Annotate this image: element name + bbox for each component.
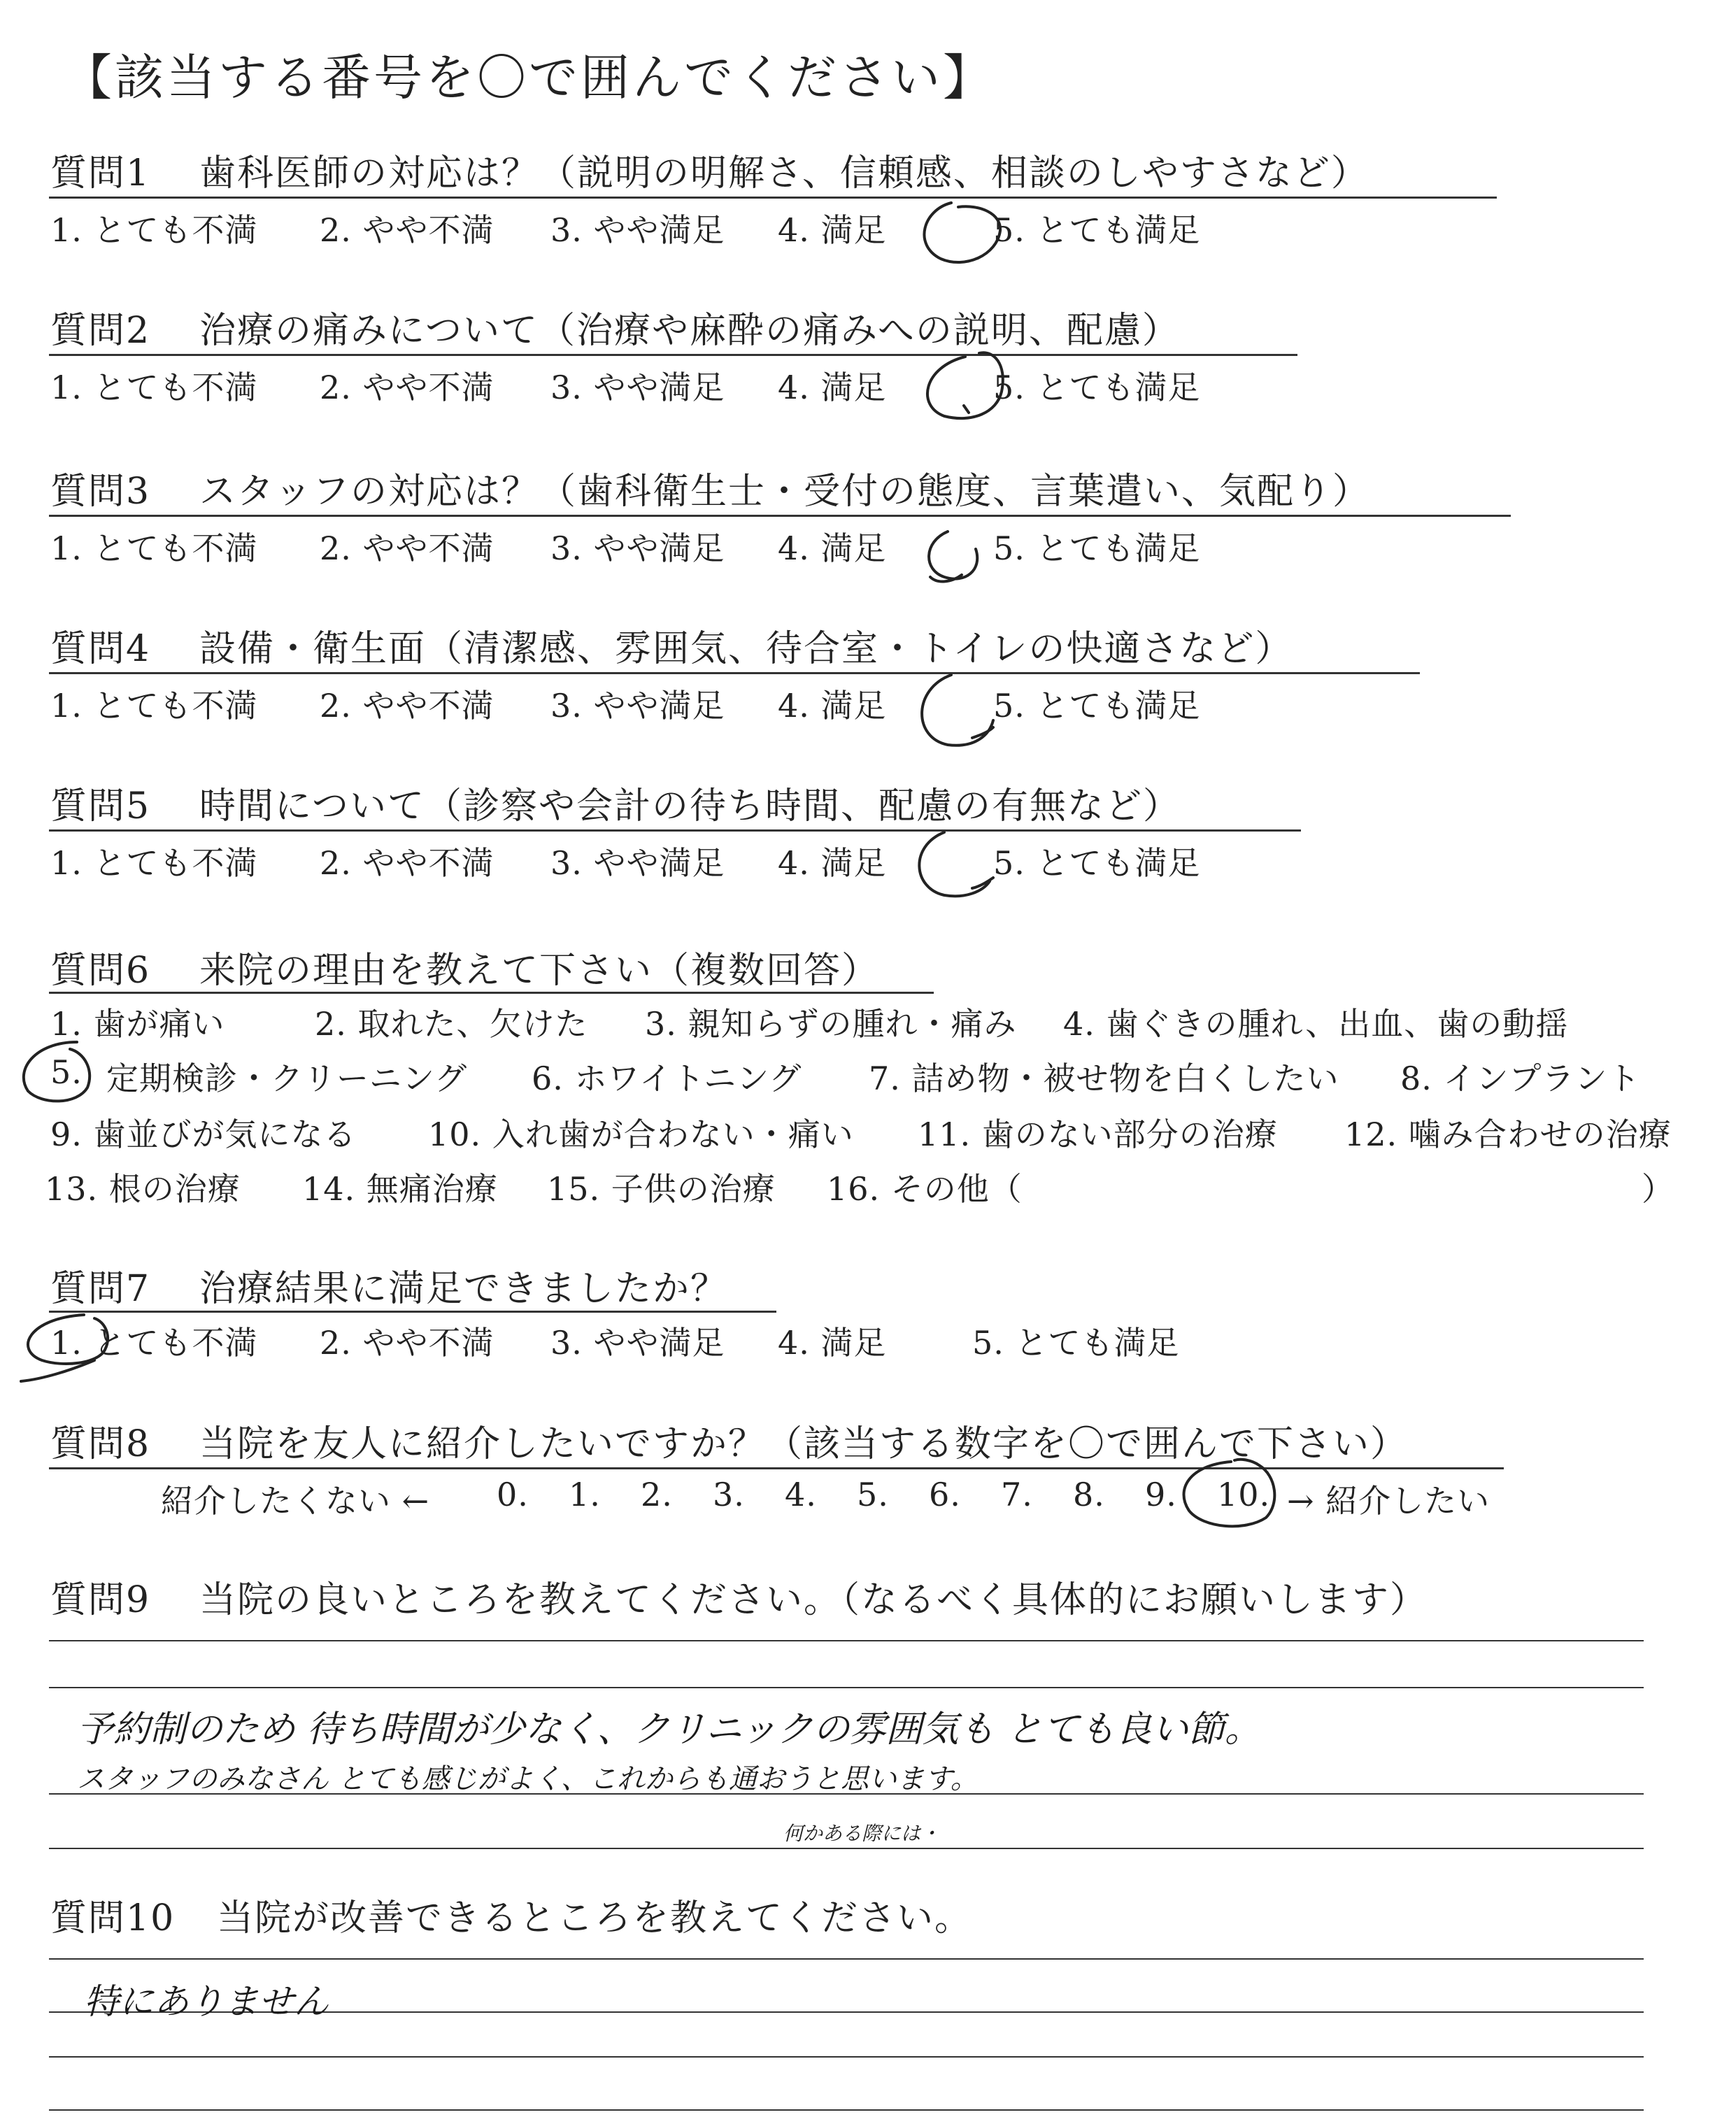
q3-selection-circle <box>929 532 977 581</box>
q10-answer-line <box>49 2109 1644 2111</box>
q6-option-6[interactable]: 6. ホワイトニング <box>532 1060 802 1097</box>
q6-option-13[interactable]: 13. 根の治療 <box>45 1170 241 1208</box>
q1-option-1[interactable]: 1. とても不満 <box>50 211 258 249</box>
q2-option-3[interactable]: 3. やや満足 <box>550 369 725 406</box>
q6-text: 来院の理由を教えて下さい（複数回答） <box>199 950 880 992</box>
q8-scale-9[interactable]: 9. <box>1145 1476 1177 1513</box>
q6-option-5[interactable]: 定期検診・クリーニング <box>106 1060 468 1097</box>
q9-label: 質問9 <box>50 1579 151 1621</box>
q7-underline <box>49 1311 776 1313</box>
q7-option-2[interactable]: 2. やや不満 <box>320 1324 495 1362</box>
q4-option-1[interactable]: 1. とても不満 <box>50 687 258 725</box>
q6-option-16[interactable]: 16. その他（ <box>827 1170 1023 1208</box>
q8-scale-0[interactable]: 0. <box>497 1476 529 1513</box>
q9-answer-insert: 何かある際には・ <box>783 1822 941 1845</box>
q7-text: 治療結果に満足できましたか？ <box>199 1268 729 1310</box>
q2-label: 質問2 <box>50 310 151 352</box>
q8-text: 当院を友人に紹介したいですか？（該当する数字を〇で囲んで下さい） <box>199 1423 1409 1465</box>
q7-option-5[interactable]: 5. とても満足 <box>972 1324 1180 1362</box>
q8-label: 質問8 <box>50 1423 151 1465</box>
q7-option-1[interactable]: 1. とても不満 <box>50 1324 258 1362</box>
q2-selection-circle <box>927 352 1003 418</box>
q2-option-1[interactable]: 1. とても不満 <box>50 369 258 406</box>
q8-underline <box>49 1467 1504 1469</box>
q6-option-4[interactable]: 4. 歯ぐきの腫れ、出血、歯の動揺 <box>1063 1005 1569 1043</box>
q6-option-14[interactable]: 14. 無痛治療 <box>302 1170 498 1208</box>
q2-option-4[interactable]: 4. 満足 <box>778 369 887 406</box>
q8-scale-2[interactable]: 2. <box>641 1476 673 1513</box>
q10-label: 質問10 <box>50 1897 176 1939</box>
q2-text: 治療の痛みについて（治療や麻酔の痛みへの説明、配慮） <box>199 310 1180 352</box>
q8-scale-10[interactable]: 10. <box>1217 1476 1271 1513</box>
q5-option-2[interactable]: 2. やや不満 <box>320 844 495 882</box>
q1-option-3[interactable]: 3. やや満足 <box>550 211 725 249</box>
q3-option-3[interactable]: 3. やや満足 <box>550 529 725 567</box>
q3-text: スタッフの対応は？（歯科衛生士・受付の態度、言葉遣い、気配り） <box>199 471 1371 513</box>
q9-answer-line <box>49 1848 1644 1849</box>
q8-scale-7[interactable]: 7. <box>1001 1476 1033 1513</box>
q3-label: 質問3 <box>50 471 151 513</box>
q8-left-label: 紹介したくない ← <box>161 1482 430 1520</box>
q4-option-5[interactable]: 5. とても満足 <box>993 687 1201 725</box>
q6-label: 質問6 <box>50 950 151 992</box>
q10-answer[interactable]: 特にありません <box>84 1981 329 2022</box>
q2-option-5[interactable]: 5. とても満足 <box>993 369 1201 406</box>
q8-scale-3[interactable]: 3. <box>713 1476 745 1513</box>
q6-option-16-close: ） <box>1642 1170 1674 1208</box>
form-header: 【該当する番号を〇で囲んでください】 <box>63 49 995 106</box>
q8-scale-5[interactable]: 5. <box>857 1476 889 1513</box>
q5-text: 時間について（診察や会計の待ち時間、配慮の有無など） <box>199 785 1181 827</box>
q7-option-4[interactable]: 4. 満足 <box>778 1324 887 1362</box>
q5-underline <box>49 829 1301 832</box>
q10-text: 当院が改善できるところを教えてください。 <box>217 1897 973 1939</box>
q3-option-1[interactable]: 1. とても不満 <box>50 529 258 567</box>
q6-option-12[interactable]: 12. 噛み合わせの治療 <box>1344 1115 1672 1153</box>
q6-option-11[interactable]: 11. 歯のない部分の治療 <box>918 1115 1278 1153</box>
q5-option-1[interactable]: 1. とても不満 <box>50 844 258 882</box>
q4-text: 設備・衛生面（清潔感、雰囲気、待合室・トイレの快適さなど） <box>199 628 1293 670</box>
q1-option-5[interactable]: 5. とても満足 <box>993 211 1201 249</box>
q4-option-3[interactable]: 3. やや満足 <box>550 687 725 725</box>
q6-option-8[interactable]: 8. インプラント <box>1400 1060 1641 1097</box>
q3-option-5[interactable]: 5. とても満足 <box>993 529 1201 567</box>
q3-underline <box>49 515 1511 517</box>
q4-option-4[interactable]: 4. 満足 <box>778 687 887 725</box>
q9-answer-line <box>49 1687 1644 1688</box>
q8-right-label: → 紹介したい <box>1287 1482 1490 1520</box>
q1-option-4[interactable]: 4. 満足 <box>778 211 887 249</box>
q9-answer-line <box>49 1640 1644 1641</box>
q3-option-4[interactable]: 4. 満足 <box>778 529 887 567</box>
q6-option-9[interactable]: 9. 歯並びが気になる <box>50 1115 357 1153</box>
q6-option-15[interactable]: 15. 子供の治療 <box>547 1170 776 1208</box>
q1-selection-circle <box>924 203 1000 262</box>
q3-option-2[interactable]: 2. やや不満 <box>320 529 495 567</box>
q2-tick <box>964 406 969 413</box>
q1-option-2[interactable]: 2. やや不満 <box>320 211 495 249</box>
q5-label: 質問5 <box>50 785 151 827</box>
q6-underline <box>49 992 934 994</box>
q10-answer-line <box>49 2056 1644 2058</box>
q2-option-2[interactable]: 2. やや不満 <box>320 369 495 406</box>
q4-option-2[interactable]: 2. やや不満 <box>320 687 495 725</box>
q7-option-3[interactable]: 3. やや満足 <box>550 1324 725 1362</box>
q4-selection-circle <box>922 675 993 746</box>
q5-option-4[interactable]: 4. 満足 <box>778 844 887 882</box>
q8-scale-8[interactable]: 8. <box>1073 1476 1105 1513</box>
q5-selection-circle <box>919 832 993 896</box>
q8-scale-4[interactable]: 4. <box>785 1476 817 1513</box>
q4-label: 質問4 <box>50 628 151 670</box>
q6-option-3[interactable]: 3. 親知らずの腫れ・痛み <box>645 1005 1017 1043</box>
q9-answer-line2[interactable]: スタッフのみなさん とても感じがよく、これからも通おうと思います。 <box>77 1763 979 1795</box>
q9-answer-line1[interactable]: 予約制のため 待ち時間が少なく、クリニックの雰囲気も とても良い節。 <box>77 1709 1261 1751</box>
q6-option-2[interactable]: 2. 取れた、欠けた <box>315 1005 588 1043</box>
q5-option-3[interactable]: 3. やや満足 <box>550 844 725 882</box>
q2-underline <box>49 354 1297 356</box>
q1-underline <box>49 197 1497 199</box>
q9-text: 当院の良いところを教えてください。（なるべく具体的にお願いします） <box>199 1579 1428 1621</box>
q8-scale-1[interactable]: 1. <box>569 1476 601 1513</box>
q6-option-10[interactable]: 10. 入れ歯が合わない・痛い <box>428 1115 854 1153</box>
q6-option-7[interactable]: 7. 詰め物・被せ物を白くしたい <box>869 1060 1339 1097</box>
q1-text: 歯科医師の対応は？（説明の明解さ、信頼感、相談のしやすさなど） <box>199 152 1369 194</box>
q10-answer-line <box>49 1958 1644 1960</box>
q6-option-5-number[interactable]: 5. <box>50 1053 83 1091</box>
q7-label: 質問7 <box>50 1268 151 1310</box>
q1-label: 質問1 <box>50 152 151 194</box>
q8-scale-6[interactable]: 6. <box>929 1476 961 1513</box>
q5-option-5[interactable]: 5. とても満足 <box>993 844 1201 882</box>
q4-underline <box>49 672 1420 674</box>
q6-option-1[interactable]: 1. 歯が痛い <box>50 1005 225 1043</box>
